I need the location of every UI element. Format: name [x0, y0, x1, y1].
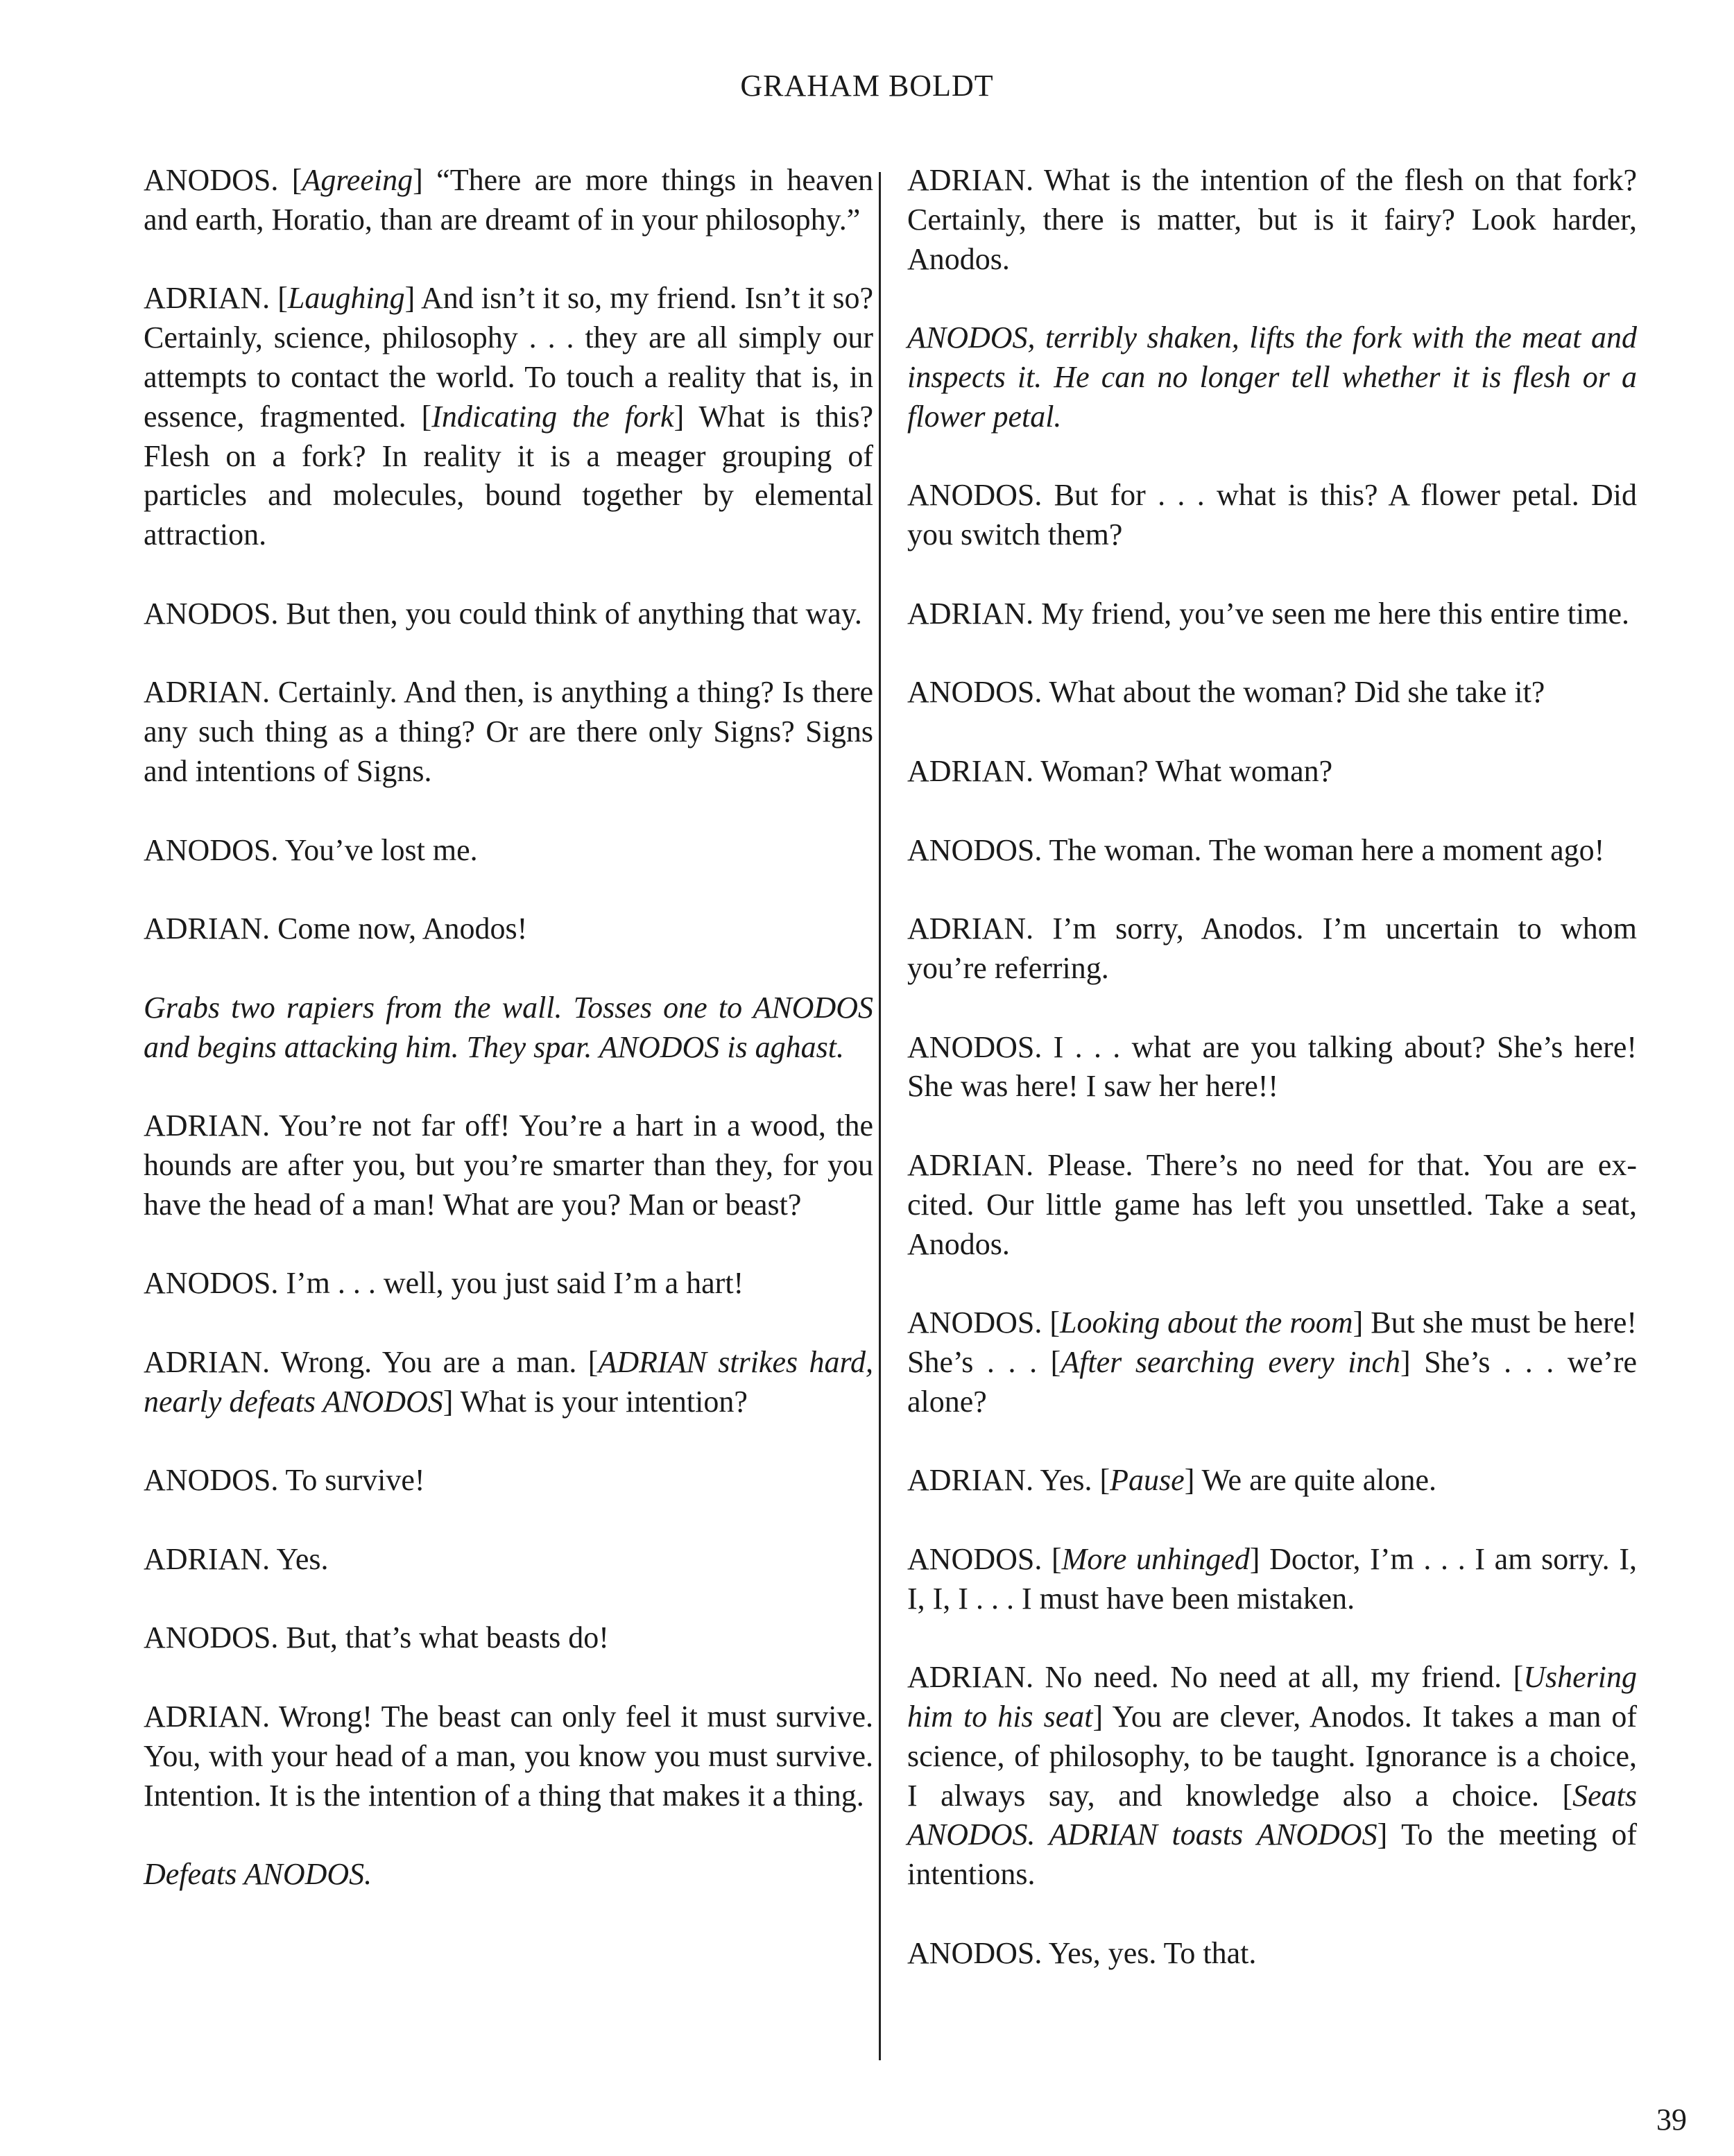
text-run: ADRIAN. Please. There’s no need for that. You are excited. Our little game has left you unsettled. Take a seat, Anodos. — [907, 1147, 1637, 1261]
text-run: ] “There are more things in heaven and earth, Horatio, than are dreamt of in your philosophy.” — [144, 163, 873, 237]
dialogue-paragraph — [907, 831, 1637, 871]
inline-stage-direction: Pause — [1110, 1463, 1185, 1498]
text-run: ] She’s . . . we’re alone? — [907, 1344, 1638, 1419]
inline-stage-direction: Looking about the room — [1060, 1306, 1353, 1340]
text-run: ] What is your intention? — [443, 1384, 748, 1419]
inline-stage-direction: Ushering him to his seat — [907, 1660, 1637, 1734]
text-run: ADRIAN. Yes. [ — [907, 1463, 1110, 1498]
text-run: ANODOS. To survive! — [144, 1463, 425, 1498]
text-run: ADRIAN. Woman? What woman? — [907, 753, 1333, 788]
text-run: ] What is this? Flesh on a fork? In reality it is a meager grouping of particles and molecules, bound together by elemental attraction. — [144, 399, 873, 552]
text-run: Grabs two rapiers from the wall. Tosses one to ANODOS and begins attacking him. They spar. ANODOS is aghast. — [144, 990, 873, 1064]
text-run: ADRIAN. Yes. — [144, 1541, 329, 1576]
dialogue-paragraph — [144, 673, 873, 791]
dialogue-paragraph — [144, 1618, 873, 1658]
text-run: ] We are quite alone. — [1184, 1463, 1437, 1498]
text-run: ADRIAN. Certainly. And then, is anything a thing? Is there any such thing as a thing? Or are there only Signs? Signs and intentions of Signs. — [144, 675, 873, 788]
inline-stage-direction: Indicating the fork — [431, 399, 674, 434]
dialogue-paragraph — [907, 1146, 1637, 1264]
dialogue-paragraph — [144, 1540, 873, 1580]
dialogue-paragraph — [907, 909, 1637, 989]
page-number: 39 — [1656, 2103, 1687, 2137]
text-run: ANODOS. [ — [144, 163, 302, 197]
text-run: ADRIAN. [ — [144, 281, 288, 316]
inline-stage-direction: After searching every inch — [1061, 1344, 1400, 1379]
text-run: ANODOS. You’ve lost me. — [144, 832, 478, 867]
text-run: ADRIAN. Wrong! The beast can only feel it must survive. You, with your head of a man, you know you must survive. Intention. It is the intention of a thing that makes it a thing. — [144, 1700, 873, 1813]
text-run: ] But she must be here! She’s . . . [ — [907, 1306, 1638, 1379]
right-column — [907, 161, 1637, 2012]
dialogue-paragraph — [144, 1264, 873, 1303]
dialogue-paragraph — [907, 673, 1637, 712]
text-run: ANODOS. I . . . what are you talking about? She’s here! She was here! I saw her here!! — [907, 1029, 1637, 1104]
dialogue-paragraph — [907, 1934, 1637, 1974]
dialogue-paragraph — [907, 594, 1637, 634]
dialogue-paragraph — [907, 1658, 1637, 1894]
text-run: ANODOS. But for . . . what is this? A flower petal. Did you switch them? — [907, 478, 1637, 552]
dialogue-paragraph — [907, 1461, 1637, 1500]
text-run: Defeats ANODOS. — [144, 1857, 372, 1892]
inline-stage-direction: ADRIAN strikes hard, nearly defeats ANODOS — [144, 1344, 873, 1419]
text-run: ANODOS. [ — [907, 1306, 1061, 1340]
left-column — [144, 161, 873, 1934]
stage-direction — [907, 318, 1637, 436]
text-run: ANODOS, terribly shaken, lifts the fork with the meat and inspects it. He can no longer tell whether it is flesh or a flower petal. — [907, 320, 1637, 434]
text-run: ANODOS. What about the woman? Did she take it? — [907, 675, 1545, 710]
text-run: ADRIAN. No need. No need at all, my friend. [ — [907, 1660, 1524, 1695]
dialogue-paragraph — [144, 279, 873, 555]
dialogue-paragraph — [907, 161, 1637, 279]
text-run: ADRIAN. I’m sorry, Anodos. I’m uncertain to whom you’re referring. — [907, 912, 1637, 985]
inline-stage-direction: Seats ANODOS. ADRIAN toasts ANODOS — [907, 1778, 1637, 1852]
text-run: ADRIAN. Come now, Anodos! — [144, 912, 528, 946]
column-divider — [879, 172, 881, 2060]
text-run: ADRIAN. What is the intention of the flesh on that fork? Certainly, there is matter, but is it fairy? Look harder, Anodos. — [907, 163, 1637, 276]
dialogue-paragraph — [907, 476, 1637, 555]
stage-direction — [144, 989, 873, 1068]
text-run: ] And isn’t it so, my friend. Isn’t it so? Certainly, science, philosophy . . . they are all simply our attempts to contact the world. To touch a reality that is, in essence, fragmented. [ — [144, 281, 873, 434]
text-run: ] You are clever, Anodos. It takes a man of science, of philosophy, to be taught. Ignorance is a choice, I always say, and knowledge also a choice. [ — [907, 1700, 1637, 1813]
dialogue-paragraph — [144, 1343, 873, 1422]
stage-direction — [144, 1855, 873, 1894]
inline-stage-direction: Agreeing — [302, 163, 413, 197]
text-run: ANODOS. But, that’s what beasts do! — [144, 1620, 609, 1655]
text-run: ANODOS. But then, you could think of anything that way. — [144, 596, 862, 631]
inline-stage-direction: More unhinged — [1061, 1541, 1250, 1576]
text-run: ] To the meeting of intentions. — [907, 1817, 1637, 1892]
text-run: ANODOS. [ — [907, 1541, 1062, 1576]
text-run: ANODOS. Yes, yes. To that. — [907, 1935, 1257, 1970]
dialogue-paragraph — [144, 594, 873, 634]
dialogue-paragraph — [907, 1303, 1637, 1421]
dialogue-paragraph — [907, 752, 1637, 792]
inline-stage-direction: Laughing — [287, 281, 405, 316]
text-run: ADRIAN. My friend, you’ve seen me here this entire time. — [907, 596, 1630, 631]
dialogue-paragraph — [907, 1028, 1637, 1107]
dialogue-paragraph — [144, 1106, 873, 1224]
dialogue-paragraph — [907, 1540, 1637, 1619]
text-run: ADRIAN. Wrong. You are a man. [ — [144, 1344, 599, 1379]
dialogue-paragraph — [144, 1461, 873, 1500]
dialogue-paragraph — [144, 161, 873, 240]
text-run: ANODOS. The woman. The woman here a moment ago! — [907, 832, 1605, 867]
running-header: GRAHAM BOLDT — [740, 69, 994, 103]
text-run: ANODOS. I’m . . . well, you just said I’m a hart! — [144, 1266, 744, 1301]
dialogue-paragraph — [144, 831, 873, 871]
text-run: ] Doctor, I’m . . . I am sorry. I, I, I, I . . . I must have been mistaken. — [907, 1541, 1637, 1616]
dialogue-paragraph — [144, 909, 873, 949]
dialogue-paragraph — [144, 1697, 873, 1815]
text-run: ADRIAN. You’re not far off! You’re a hart in a wood, the hounds are after you, but you’re smarter than they, for you have the head of a man! What are you? Man or beast? — [144, 1109, 873, 1222]
